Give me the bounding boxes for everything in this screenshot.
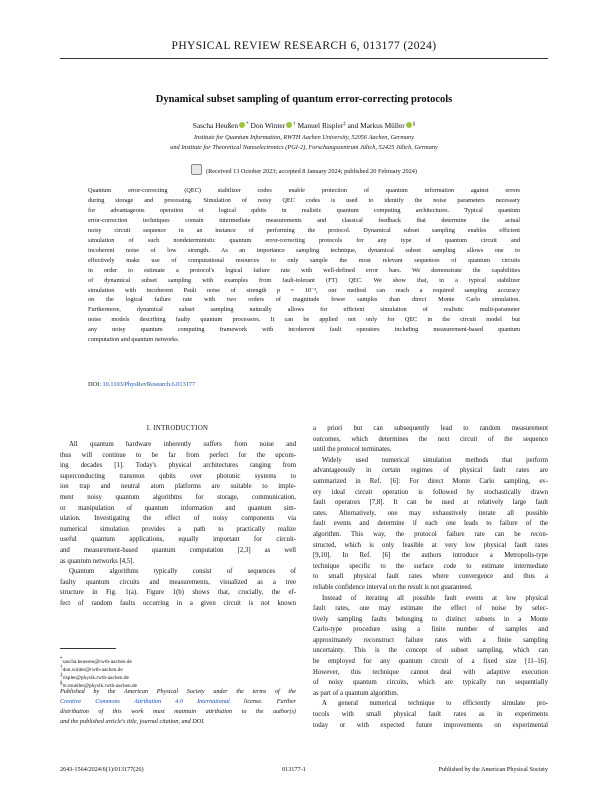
- affiliation: Institute for Quantum Information, RWTH Aachen University, 52056 Aachen, Germany: [193, 134, 415, 141]
- abstract: [88, 186, 520, 345]
- footnote-rule: [60, 648, 116, 649]
- received-dates: (Received 13 October 2023; accepted 8 January 2024; published 20 February 2024): [60, 164, 548, 175]
- abstract-line: incoherent noise of low strength. As an importance sampling technique, dynamical subset sampling allows one to: [88, 246, 520, 254]
- abstract-line: in order to estimate a protocol's logical failure rate with well-defined error bars. We demonstrate the capabilities: [88, 266, 520, 274]
- text-line: Carlo-type procedure using a finite number of samples and: [313, 626, 548, 634]
- abstract-line: effectively make use of computational resources to only sample the most relevant sequences of quantum circuits: [88, 256, 520, 264]
- page-number: 013177-1: [282, 766, 306, 773]
- text-line: ment noisy quantum algorithms for storage, communication,: [60, 493, 296, 501]
- footnote: *sascha.heussen@rwth-aachen.de: [60, 657, 132, 665]
- check-for-updates-icon[interactable]: [191, 164, 202, 175]
- text-line: tively sampling faults belonging to distinct subsets in a Monte: [313, 615, 548, 623]
- text-line: thus will continue to be far from perfect for the upcom-: [60, 451, 296, 459]
- text-line: structure in Fig. 1(a). Figure 1(b) shows that, crucially, the ef-: [60, 589, 296, 597]
- text-line: and measurement-based quantum computation [2,3] as well: [60, 546, 296, 554]
- footnote-email[interactable]: rispler@physik.rwth-aachen.de: [62, 675, 129, 681]
- doi-line: [88, 381, 195, 388]
- left-column-text: [60, 440, 296, 610]
- text-line: algorithm. This way, the protocol failure rate can be recon-: [313, 530, 548, 538]
- text-line: fault events and determine if each one leads to failure of the: [313, 520, 548, 528]
- abstract-line: noisy circuit sequence in an instance of performing the protocol. Dynamical subset sampling enables efficient: [88, 226, 520, 234]
- abstract-line: any noisy quantum computing framework with incoherent fault operators including measurement-based quantum: [88, 326, 520, 334]
- text-line: faulty quantum circuits and measurements, visualized as a tree: [60, 578, 296, 586]
- text-line: structed, which is only feasible at very low physical fault rates: [313, 541, 548, 549]
- author-name: Markus Müller: [360, 121, 405, 130]
- doi-link[interactable]: 10.1103/PhysRevResearch.6.013177: [102, 381, 196, 388]
- affiliation: and Institute for Theoretical Nanoelectronics (PGI-2), Forschungszentrum Jülich, 52425 Jülich, Germany: [170, 144, 438, 151]
- text-line: tocols with small physical fault rates as in experiments: [313, 711, 548, 719]
- abstract-line: simulation with incoherent Pauli noise of strength p = 10⁻³, our method can reach a required sampling accuracy: [88, 286, 520, 294]
- text-line: fect of random faults occurring in a given circuit is not known: [60, 599, 296, 607]
- author-name: Manuel Rispler: [297, 121, 344, 130]
- text-line: ery ideal circuit operation is followed by stochastically drawn: [313, 488, 548, 496]
- author-mark: ‡: [343, 122, 346, 127]
- text-line: until the protocol terminates.: [313, 446, 392, 454]
- text-line: numerical simulation provides a path to practically realize: [60, 525, 296, 533]
- text-line: as part of a quantum algorithm.: [313, 689, 399, 697]
- text-line: as quantum networks [4,5].: [60, 557, 135, 565]
- author-name: Sascha Heußen: [192, 121, 239, 130]
- header-rule: [60, 58, 548, 59]
- text-line: reliable confidence interval on the result is not guaranteed.: [313, 583, 473, 591]
- text-line: fault rates, one may estimate the effect of noise by selec-: [313, 605, 548, 613]
- footer-issn: 2643-1564/2024/6(1)/013177(26): [60, 766, 144, 773]
- footnote-email[interactable]: sascha.heussen@rwth-aachen.de: [62, 659, 132, 665]
- text-line: uncertainty. This is the concept of subset sampling, which can: [313, 647, 548, 655]
- text-line: Instead of iterating all possible fault events at low physical: [322, 594, 548, 602]
- abstract-line: for advantageous operation of logical qubits in realistic quantum computing architectures. Typical quantum: [88, 206, 520, 214]
- text-line: Widely used numerical simulation methods that perform: [322, 456, 548, 464]
- text-line: Quantum algorithms typically consist of sequences of: [69, 568, 296, 576]
- abstract-line: error-correction techniques contain intermediate measurements and classical feedback that determine the actual: [88, 216, 520, 224]
- text-line: advantageously in certain regimes of physical fault rates are: [313, 467, 548, 475]
- license-link[interactable]: Creative Commons Attribution 4.0 International: [60, 697, 230, 705]
- paper-title: Dynamical subset sampling of quantum error-correcting protocols: [155, 94, 453, 105]
- text-line: superconducting transmon qubits over photonic systems to: [60, 472, 296, 480]
- abstract-line: computation and quantum networks.: [88, 336, 180, 344]
- footnote: §m.mueller@physik.rwth-aachen.de: [60, 681, 137, 689]
- abstract-line: during storage and processing. Simulation of noisy QEC codes is used to identify the noise parameters necessary: [88, 196, 520, 204]
- text-line: technique specific to the surface code to estimate intermediate: [313, 562, 548, 570]
- orcid-icon[interactable]: [239, 122, 245, 128]
- text-line: ing decades [1]. Today's physical architectures ranging from: [60, 462, 296, 470]
- author-mark: §: [412, 122, 416, 127]
- text-line: All quantum hardware inherently suffers from noise and: [69, 441, 296, 448]
- footnote: ‡rispler@physik.rwth-aachen.de: [60, 673, 129, 681]
- text-line: or manipulation of quantum information and quantum sim-: [60, 504, 296, 512]
- abstract-line: on the logical failure rate with two orders of magnitude fewer samples than direct Monte Carlo simulation.: [88, 296, 520, 304]
- footnote-email[interactable]: m.mueller@physik.rwth-aachen.de: [62, 683, 137, 689]
- text-line: [9,10]. In Ref. [6] the authors introduce a Metropolis-type: [313, 552, 548, 560]
- author-list: Sascha Heußen * Don Winter † Manuel Rispler‡ and Markus Müller §: [192, 121, 416, 130]
- text-line: to small physical fault rates where convergence and thus a: [313, 573, 548, 581]
- section-heading: I. INTRODUCTION: [146, 425, 209, 432]
- text-line: a priori but can subsequently lead to random measurement: [313, 425, 548, 432]
- right-column-text: [313, 424, 548, 731]
- author-name: Don Winter: [250, 121, 286, 130]
- text-line: ulation. Investigating the effect of noisy components via: [60, 515, 296, 523]
- text-line: approximately reconstruct failure rates with a finite sampling: [313, 636, 548, 644]
- text-line: rates. Alternatively, one may exhaustively iterate all possible: [313, 509, 548, 517]
- text-line: of noisy quantum circuits, which are typically run sequentially: [313, 679, 548, 687]
- text-line: ion trap and neutral atom platforms are suitable to imple-: [60, 483, 296, 491]
- text-line: outcomes, which determines the next circuit of the sequence: [313, 435, 548, 443]
- footnote-email[interactable]: don.winter@rwth-aachen.de: [62, 667, 123, 673]
- text-line: be employed for any quantum circuit of a fixed size [11–16].: [313, 658, 548, 666]
- abstract-line: noise models describing faulty quantum processors. It can be applied not only for QEC in the circuit model but: [88, 316, 520, 324]
- abstract-line: Quantum error-correcting (QEC) stabilizer codes enable protection of quantum information against errors: [88, 187, 520, 194]
- publication-note: Published by the American Physical Society under the terms of the Creative Commons Attribution 4.0 International license. Further distribution of this work must maintain attribution to the author(s) and the published article's title, journal citation, and DOI.: [60, 688, 296, 725]
- abstract-line: simulation of such nondeterministic quantum error-correcting protocols for any type of quantum circuit and: [88, 236, 520, 244]
- journal-header: PHYSICAL REVIEW RESEARCH 6, 013177 (2024): [171, 40, 437, 52]
- text-line: fault operators [7,8]. It can be used at relatively large fault: [313, 499, 548, 507]
- abstract-line: Furthermore, dynamical subset sampling naturally allows for efficient simulation of realistic multi-parameter: [88, 306, 520, 314]
- text-line: today or with expected future improvements on experimental: [313, 721, 548, 729]
- author-mark: †: [293, 122, 296, 127]
- orcid-icon[interactable]: [286, 122, 292, 128]
- abstract-line: of dynamical subset sampling with examples from fault-tolerant (FT) QEC. We show that, in a typical stabilizer: [88, 276, 520, 284]
- orcid-icon[interactable]: [406, 122, 412, 128]
- footer-publisher: Published by the American Physical Society: [438, 766, 548, 773]
- author-mark: *: [246, 122, 249, 127]
- text-line: useful quantum applications, equally important for circuit-: [60, 536, 296, 544]
- doi-label: DOI:: [88, 381, 101, 388]
- text-line: A general numerical technique to efficiently simulate pro-: [322, 700, 548, 708]
- text-line: However, this technique cannot deal with adaptive execution: [313, 668, 548, 676]
- footnote: †don.winter@rwth-aachen.de: [60, 665, 123, 673]
- text-line: summarized in Ref. [6]: For direct Monte Carlo sampling, ev-: [313, 477, 548, 485]
